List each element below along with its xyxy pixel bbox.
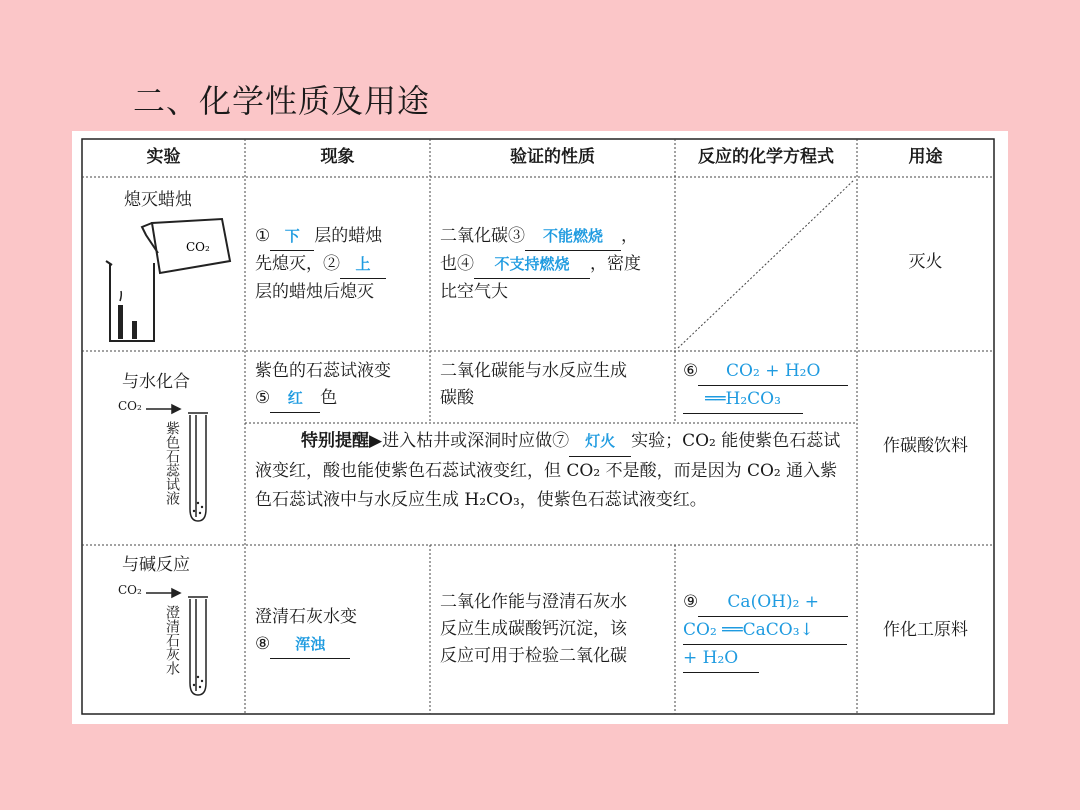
- candle-beaker-diagram: [102, 213, 242, 343]
- property-text-1: 二氧化碳③ 不能燃烧 ， 也④ 不支持燃烧 ，密度 比空气大: [440, 223, 672, 306]
- use-carbonated-drink: 作碳酸饮料: [883, 436, 968, 456]
- header-property: 验证的性质: [510, 147, 595, 167]
- use-extinguish: 灭火: [908, 252, 943, 272]
- property-text-3: 二氧化作能与澄清石灰水 反应生成碳酸钙沉淀，该 反应可用于检验二氧化碳: [440, 592, 627, 666]
- experiment-name: 与水化合: [122, 372, 190, 392]
- co2-label: CO₂: [186, 240, 210, 254]
- phenomenon-text-1: ① 下 层的蜡烛 先熄灭，② 上 层的蜡烛后熄灭: [255, 223, 427, 306]
- header-use: 用途: [908, 147, 943, 167]
- co2-label: CO₂: [118, 583, 142, 597]
- header-phenomenon: 现象: [320, 147, 355, 167]
- phenomenon-text-3: 澄清石灰水变 ⑧ 浑浊: [255, 604, 427, 659]
- equation-text-3: ⑨ Ca(OH)₂ + CO₂ ══CaCO₃↓ + H₂O: [683, 589, 855, 673]
- tip-label: 特别提醒▶: [301, 431, 383, 451]
- use-chemical-material: 作化工原料: [883, 620, 968, 640]
- tube-label: 澄清石灰水: [164, 605, 180, 675]
- experiment-name: 与碱反应: [122, 555, 190, 575]
- property-text-2: 二氧化碳能与水反应生成 碳酸: [440, 361, 627, 408]
- properties-table: [72, 131, 1008, 724]
- header-experiment: 实验: [146, 147, 181, 167]
- page-title: 二、化学性质及用途: [133, 82, 431, 120]
- experiment-name: 熄灭蜡烛: [124, 190, 192, 210]
- tube-label: 紫色石蕊试液: [164, 421, 180, 505]
- phenomenon-text-2: 紫色的石蕊试液变 ⑤ 红 色: [255, 358, 427, 413]
- header-equation: 反应的化学方程式: [698, 147, 834, 167]
- co2-label: CO₂: [118, 399, 142, 413]
- equation-text-2: ⑥ CO₂ + H₂O ══H₂CO₃: [683, 358, 855, 414]
- special-tip: 特别提醒▶进入枯井或深洞时应做⑦ 灯火 实验；CO₂ 能使紫色石蕊试液变红，酸也能使紫色石蕊试液变红，但 CO₂ 不是酸，而是因为 CO₂ 通入紫色石蕊试液中与水反应生成 H₂CO₃，使紫色石蕊试液变红。: [255, 427, 853, 515]
